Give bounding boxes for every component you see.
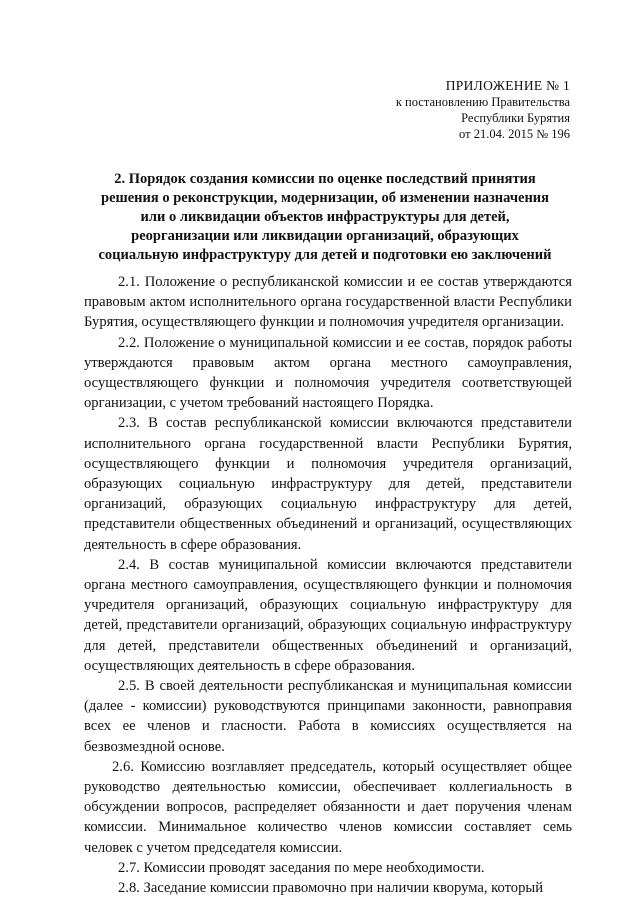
paragraph-2-2: 2.2. Положение о муниципальной комиссии и ее состав, порядок работы утверждаются правовым актом органа местного самоуправления, осуществляющего функции и полномочия учредителя соответствующей организации, с учетом требований настоящего Порядка.: [84, 334, 572, 412]
body-text: [84, 272, 572, 898]
paragraph-2-7: 2.7. Комиссии проводят заседания по мере необходимости.: [118, 859, 485, 876]
paragraph-2-8: 2.8. Заседание комиссии правомочно при наличии кворума, который: [118, 880, 544, 897]
paragraph-2-1: 2.1. Положение о республиканской комиссии и ее состав утверждаются правовым актом исполнительного органа государственной власти Республики Бурятия, осуществляющего функции и полномочия учредителя организации.: [84, 274, 572, 331]
paragraph-2-4: 2.4. В состав муниципальной комиссии включаются представители органа местного самоуправления, осуществляющего функции и полномочия учредителя организаций, образующих социальную инфраструктуру для детей, представители организаций, образующих социальную инфраструктуру для детей, представители общественных объединений и организаций, осуществляющих деятельность в сфере образования.: [84, 556, 572, 674]
appendix-line-2: Республики Бурятия: [461, 111, 570, 125]
paragraph-2-5: 2.5. В своей деятельности республиканская и муниципальная комиссии (далее - комиссии) руководствуются принципами законности, равноправия всех ее членов и гласности. Работа в комиссиях осуществляется на безвозмездной основе.: [84, 678, 572, 755]
appendix-title: ПРИЛОЖЕНИЕ № 1: [445, 78, 570, 93]
paragraph-2-6: 2.6. Комиссию возглавляет председатель, который осуществляет общее руководство деятельностью комиссии, обеспечивает коллегиальность в обсуждении вопросов, распределяет обязанности и дает поручения членам комиссии. Минимальное количество членов комиссии составляет семь человек с учетом председателя комиссии.: [84, 758, 572, 856]
section-heading: 2. Порядок создания комиссии по оценке последствий принятия решения о реконструкции, модернизации, об изменении назначения или о ликвидации объектов инфраструктуры для детей, реорганизации или ликвидации организаций, образующих социальную инфраструктуру для детей и подготовки ею заключений: [98, 171, 552, 263]
appendix-block: [396, 78, 570, 142]
appendix-line-3: от 21.04. 2015 № 196: [459, 127, 570, 141]
paragraph-2-3: 2.3. В состав республиканской комиссии включаются представители исполнительного органа государственной власти Республики Бурятия, осуществляющего функции и полномочия учредителя организаций, образующих социальную инфраструктуру для детей, представители организаций, образующих социальную инфраструктуру для детей, представители общественных объединений и организаций, осуществляющих деятельность в сфере образования.: [84, 415, 572, 553]
appendix-line-1: к постановлению Правительства: [395, 95, 570, 109]
